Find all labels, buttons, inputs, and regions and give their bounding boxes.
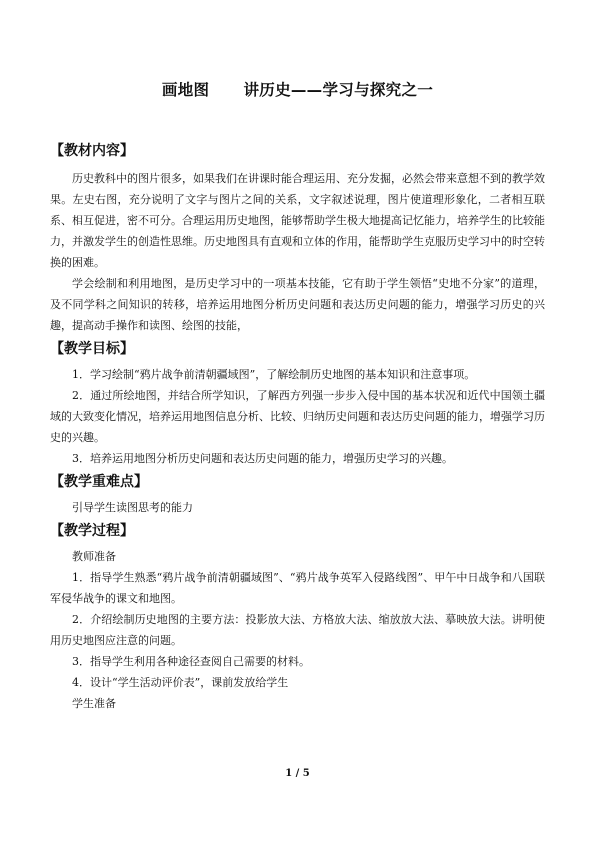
- paragraph: 3．培养运用地图分析历史问题和表达历史问题的能力，增强历史学习的兴趣。: [72, 452, 453, 465]
- page-number: 1 / 5: [285, 768, 310, 779]
- section-heading: 【教学目标】: [50, 341, 134, 357]
- paragraph: 2．通过所绘地图，并结合所学知识，了解西方列强一步步入侵中国的基本状况和近代中国领土疆域的大致变化情况，培养运用地图信息分析、比较、归纳历史问题和表达历史问题的能力，增强学习历史的兴趣。: [50, 389, 545, 444]
- section-heading: 【教材内容】: [50, 143, 134, 159]
- page-title: 画地图 讲历史——学习与探究之一: [161, 81, 434, 99]
- document-body: [50, 140, 545, 714]
- paragraph: 3．指导学生利用各种途径查阅自己需要的材料。: [72, 655, 310, 668]
- section-heading: 【教学过程】: [50, 523, 134, 539]
- section-heading: 【教学重难点】: [50, 474, 148, 490]
- paragraph: 1．学习绘制“鸦片战争前清朝疆域图”，了解绘制历史地图的基本知识和注意事项。: [72, 368, 476, 381]
- section-keypoints: [50, 471, 545, 518]
- paragraph: 1．指导学生熟悉“鸦片战争前清朝疆域图”、“鸦片战争英军入侵路线图”、甲午中日战争和八国联军侵华战争的课文和地图。: [50, 571, 545, 605]
- section-goals: [50, 338, 545, 469]
- paragraph: 4．设计“学生活动评价表”，课前发放给学生: [72, 676, 289, 689]
- paragraph: 教师准备: [72, 550, 116, 563]
- paragraph: 2．介绍绘制历史地图的主要方法：投影放大法、方格放大法、缩放放大法、摹映放大法。讲明使用历史地图应注意的问题。: [50, 613, 545, 647]
- paragraph: 学生准备: [72, 697, 116, 710]
- section-content: [50, 140, 545, 336]
- paragraph: 学会绘制和利用地图，是历史学习中的一项基本技能，它有助于学生领悟“史地不分家”的道理，及不同学科之间知识的转移，培养运用地图分析历史问题和表达历史问题的能力，增强学习历史的兴趣，提高动手操作和读图、绘图的技能，: [50, 277, 545, 332]
- paragraph: 历史教科中的图片很多，如果我们在讲课时能合理运用、充分发掘，必然会带来意想不到的教学效果。左史右图，充分说明了文字与图片之间的关系，文字叙述说理，图片使道理形象化，二者相互联系、相互促进，密不可分。合理运用历史地图，能够帮助学生极大地提高记忆能力，培养学生的比较能力，并激发学生的创造性思维。历史地图具有直观和立体的作用，能帮助学生克服历史学习中的时空转换的困难。: [50, 172, 545, 269]
- section-process: [50, 520, 545, 714]
- paragraph: 引导学生读图思考的能力: [72, 501, 193, 514]
